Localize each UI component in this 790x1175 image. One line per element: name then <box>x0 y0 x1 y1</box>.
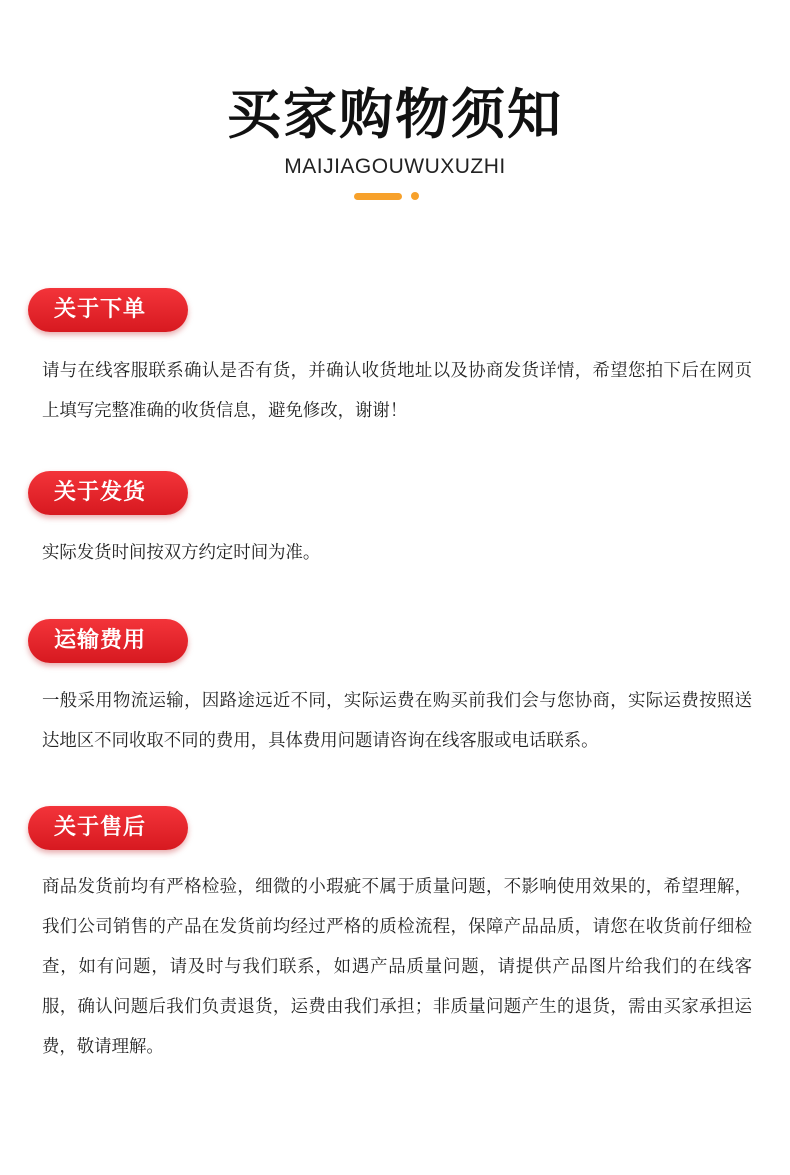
section-label-shipping: 关于发货 <box>28 471 188 515</box>
page-header <box>0 80 790 180</box>
section-label-freight: 运输费用 <box>28 619 188 663</box>
page-subtitle: MAIJIAGOUWUXUZHI <box>284 155 506 178</box>
section-body-after-sales: 商品发货前均有严格检验，细微的小瑕疵不属于质量问题，不影响使用效果的，希望理解，我们公司销售的产品在发货前均经过严格的质检流程，保障产品品质，请您在收货前仔细检查，如有问题，请及时与我们联系，如遇产品质量问题，请提供产品图片给我们的在线客服，确认问题后我们负责退货，运费由我们承担；非质量问题产生的退货，需由买家承担运费，敬请理解。 <box>42 877 752 1057</box>
section-label-ordering: 关于下单 <box>28 288 188 332</box>
decorative-bar <box>354 193 402 200</box>
section-body-freight: 一般采用物流运输，因路途远近不同，实际运费在购买前我们会与您协商，实际运费按照送达地区不同收取不同的费用，具体费用问题请咨询在线客服或电话联系。 <box>42 691 752 751</box>
page-title: 买家购物须知 <box>227 83 563 146</box>
section-label-after-sales: 关于售后 <box>28 806 188 850</box>
decorative-dot <box>411 192 419 200</box>
section-body-shipping: 实际发货时间按双方约定时间为准。 <box>42 543 321 563</box>
section-body-ordering: 请与在线客服联系确认是否有货，并确认收货地址以及协商发货详情，希望您拍下后在网页上填写完整准确的收货信息，避免修改，谢谢！ <box>42 361 752 421</box>
